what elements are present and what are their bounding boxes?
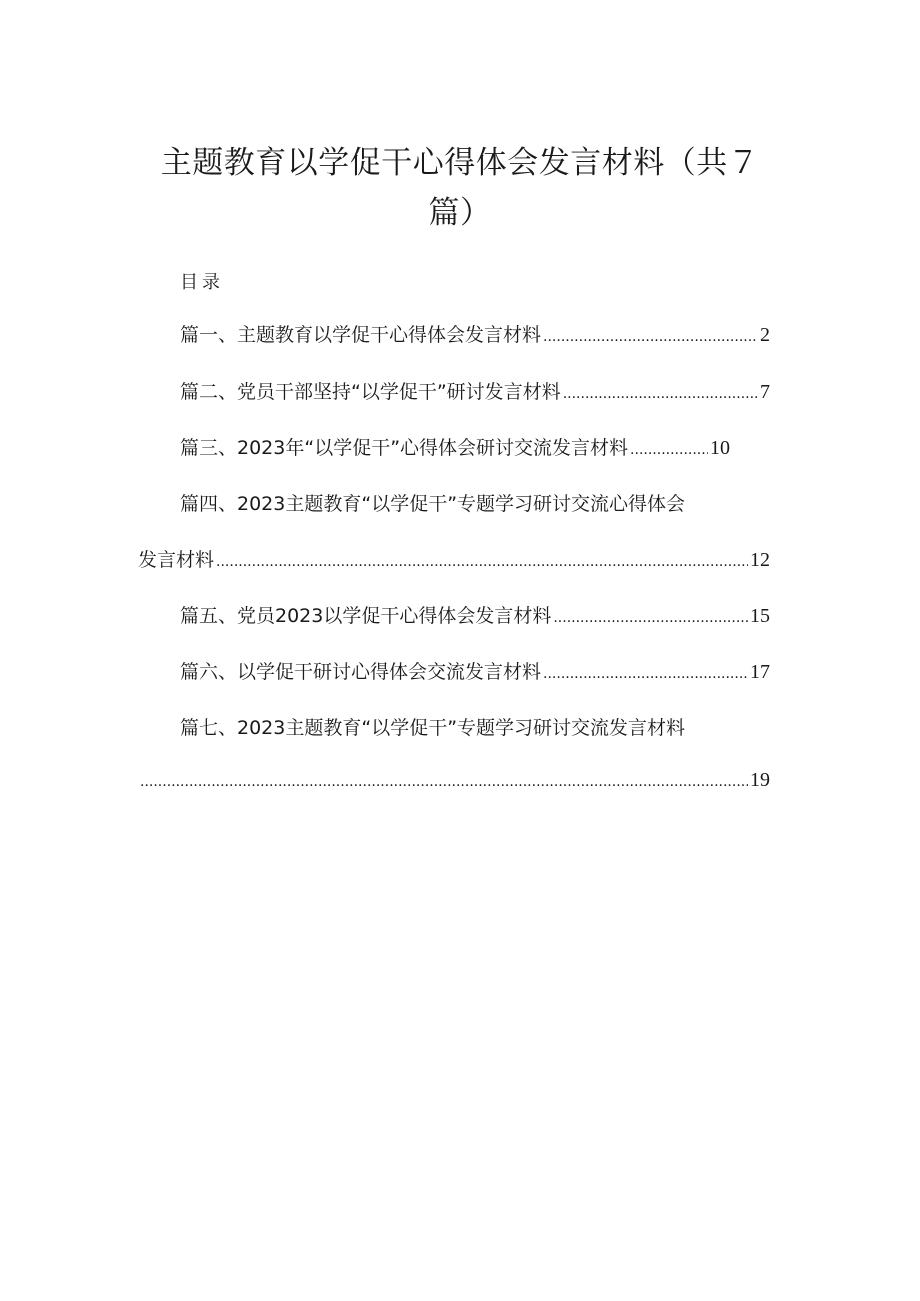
- toc-entry-3[interactable]: [180, 433, 730, 463]
- toc-entry-title: 篇一、主题教育以学促干心得体会发言材料: [180, 324, 542, 346]
- toc-page-number: 15: [750, 605, 770, 627]
- toc-entry-4-line1[interactable]: 篇四、2023主题教育“以学促干”专题学习研讨交流心得体会: [180, 493, 686, 515]
- toc-entry-1[interactable]: [180, 320, 770, 350]
- toc-leader-dots: [553, 603, 748, 631]
- toc-page-number: 7: [760, 381, 770, 403]
- toc-entry-6[interactable]: [180, 657, 770, 687]
- toc-page-number: 12: [750, 549, 770, 571]
- toc-entry-title: 发言材料: [138, 549, 215, 571]
- toc-entry-title: 篇三、2023年“以学促干”心得体会研讨交流发言材料: [180, 437, 629, 459]
- toc-entry-title: 篇六、以学促干研讨心得体会交流发言材料: [180, 661, 542, 683]
- toc-page-number: 17: [750, 661, 770, 683]
- toc-leader-dots: [216, 547, 748, 575]
- toc-leader-dots: [543, 322, 758, 350]
- toc-leader-dots: [140, 767, 748, 795]
- document-title: 主题教育以学促干心得体会发言材料（共７篇）: [160, 145, 760, 231]
- toc-leader-dots: [630, 435, 708, 463]
- toc-entry-title: 篇二、党员干部坚持“以学促干”研讨发言材料: [180, 381, 561, 403]
- toc-page-number: 2: [760, 324, 770, 346]
- toc-entry-4-line2[interactable]: [138, 545, 770, 575]
- toc-entry-5[interactable]: [180, 601, 770, 631]
- toc-page-number: 19: [750, 769, 770, 791]
- toc-heading: 目录: [180, 272, 224, 293]
- toc-entry-2[interactable]: [180, 377, 770, 407]
- toc-leader-dots: [563, 379, 758, 407]
- toc-entry-7-line1[interactable]: 篇七、2023主题教育“以学促干”专题学习研讨交流发言材料: [180, 717, 686, 739]
- toc-leader-dots: [543, 659, 748, 687]
- toc-entry-title: 篇五、党员2023以学促干心得体会发言材料: [180, 605, 552, 627]
- toc-page-number: 10: [710, 437, 730, 459]
- toc-entry-7-line2[interactable]: [138, 765, 770, 795]
